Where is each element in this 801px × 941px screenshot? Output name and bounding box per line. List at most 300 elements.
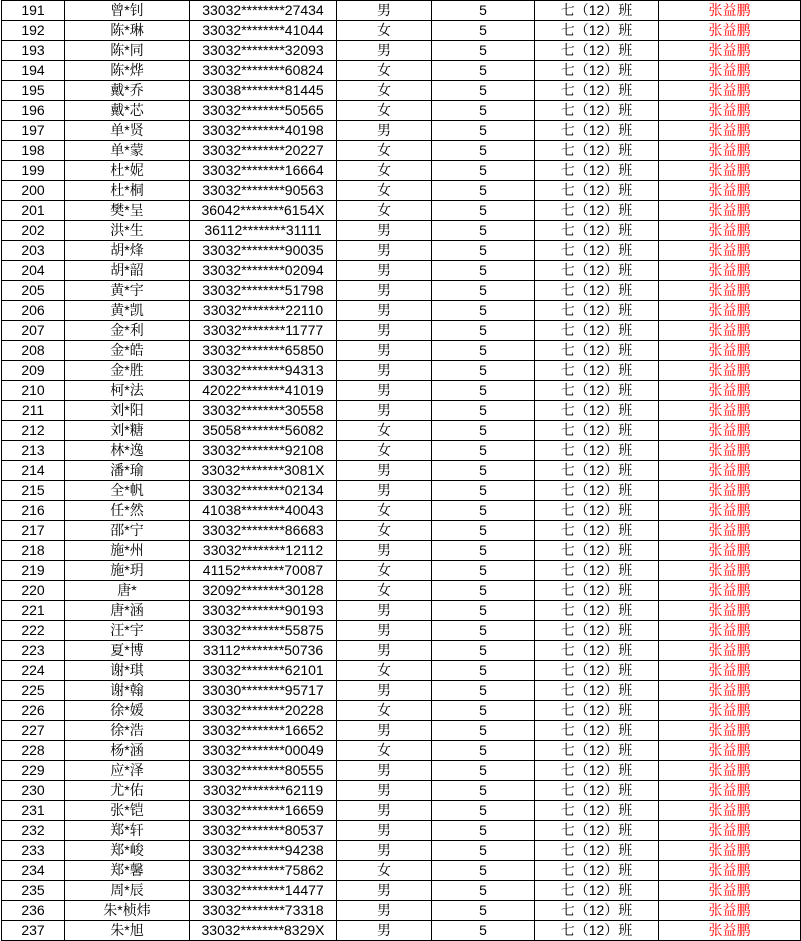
grade-cell: 5 (432, 21, 535, 41)
grade-cell: 5 (432, 121, 535, 141)
id-number-cell: 33032********51798 (190, 281, 337, 301)
table-row (2, 781, 801, 801)
student-name-cell: 谢*翰 (65, 681, 190, 701)
student-name-cell: 金*利 (65, 321, 190, 341)
teacher-name-cell: 张益鹏 (659, 881, 801, 901)
row-number-cell: 193 (2, 41, 65, 61)
table-row (2, 521, 801, 541)
grade-cell: 5 (432, 821, 535, 841)
id-number-cell: 42022********41019 (190, 381, 337, 401)
id-number-cell: 33032********20228 (190, 701, 337, 721)
table-row (2, 881, 801, 901)
table-row (2, 581, 801, 601)
row-number-cell: 234 (2, 861, 65, 881)
gender-cell: 女 (337, 441, 432, 461)
table-row (2, 261, 801, 281)
row-number-cell: 221 (2, 601, 65, 621)
grade-cell: 5 (432, 221, 535, 241)
table-row (2, 41, 801, 61)
id-number-cell: 33032********80537 (190, 821, 337, 841)
row-number-cell: 202 (2, 221, 65, 241)
class-name-cell: 七（12）班 (535, 101, 659, 121)
student-name-cell: 徐*媛 (65, 701, 190, 721)
id-number-cell: 33032********94313 (190, 361, 337, 381)
grade-cell: 5 (432, 521, 535, 541)
class-name-cell: 七（12）班 (535, 21, 659, 41)
grade-cell: 5 (432, 661, 535, 681)
gender-cell: 男 (337, 761, 432, 781)
grade-cell: 5 (432, 641, 535, 661)
id-number-cell: 35058********56082 (190, 421, 337, 441)
row-number-cell: 236 (2, 901, 65, 921)
class-name-cell: 七（12）班 (535, 681, 659, 701)
grade-cell: 5 (432, 61, 535, 81)
id-number-cell: 41038********40043 (190, 501, 337, 521)
row-number-cell: 205 (2, 281, 65, 301)
id-number-cell: 33032********80555 (190, 761, 337, 781)
gender-cell: 女 (337, 141, 432, 161)
teacher-name-cell: 张益鹏 (659, 301, 801, 321)
gender-cell: 男 (337, 721, 432, 741)
row-number-cell: 231 (2, 801, 65, 821)
grade-cell: 5 (432, 421, 535, 441)
row-number-cell: 209 (2, 361, 65, 381)
table-row (2, 301, 801, 321)
grade-cell: 5 (432, 541, 535, 561)
id-number-cell: 33032********12112 (190, 541, 337, 561)
table-row (2, 21, 801, 41)
class-name-cell: 七（12）班 (535, 421, 659, 441)
id-number-cell: 33032********60824 (190, 61, 337, 81)
gender-cell: 女 (337, 21, 432, 41)
table-row (2, 381, 801, 401)
class-name-cell: 七（12）班 (535, 441, 659, 461)
gender-cell: 男 (337, 381, 432, 401)
teacher-name-cell: 张益鹏 (659, 341, 801, 361)
student-name-cell: 樊*呈 (65, 201, 190, 221)
class-name-cell: 七（12）班 (535, 661, 659, 681)
table-row (2, 761, 801, 781)
table-row (2, 181, 801, 201)
grade-cell: 5 (432, 161, 535, 181)
grade-cell: 5 (432, 601, 535, 621)
teacher-name-cell: 张益鹏 (659, 361, 801, 381)
id-number-cell: 32092********30128 (190, 581, 337, 601)
gender-cell: 男 (337, 221, 432, 241)
class-name-cell: 七（12）班 (535, 861, 659, 881)
class-name-cell: 七（12）班 (535, 721, 659, 741)
teacher-name-cell: 张益鹏 (659, 641, 801, 661)
student-name-cell: 郑*峻 (65, 841, 190, 861)
row-number-cell: 204 (2, 261, 65, 281)
class-name-cell: 七（12）班 (535, 621, 659, 641)
student-name-cell: 杜*妮 (65, 161, 190, 181)
teacher-name-cell: 张益鹏 (659, 121, 801, 141)
row-number-cell: 227 (2, 721, 65, 741)
gender-cell: 男 (337, 281, 432, 301)
student-name-cell: 朱*旭 (65, 921, 190, 941)
row-number-cell: 228 (2, 741, 65, 761)
id-number-cell: 33038********81445 (190, 81, 337, 101)
gender-cell: 女 (337, 421, 432, 441)
class-name-cell: 七（12）班 (535, 561, 659, 581)
gender-cell: 男 (337, 881, 432, 901)
grade-cell: 5 (432, 461, 535, 481)
teacher-name-cell: 张益鹏 (659, 441, 801, 461)
grade-cell: 5 (432, 921, 535, 941)
student-name-cell: 朱*桢炜 (65, 901, 190, 921)
student-name-cell: 单*蒙 (65, 141, 190, 161)
id-number-cell: 33032********62101 (190, 661, 337, 681)
id-number-cell: 33032********16652 (190, 721, 337, 741)
id-number-cell: 33032********62119 (190, 781, 337, 801)
gender-cell: 男 (337, 481, 432, 501)
gender-cell: 男 (337, 621, 432, 641)
teacher-name-cell: 张益鹏 (659, 321, 801, 341)
teacher-name-cell: 张益鹏 (659, 661, 801, 681)
table-row (2, 61, 801, 81)
student-name-cell: 胡*韶 (65, 261, 190, 281)
id-number-cell: 33030********95717 (190, 681, 337, 701)
row-number-cell: 200 (2, 181, 65, 201)
row-number-cell: 197 (2, 121, 65, 141)
student-name-cell: 全*帆 (65, 481, 190, 501)
row-number-cell: 217 (2, 521, 65, 541)
table-row (2, 621, 801, 641)
student-name-cell: 张*铠 (65, 801, 190, 821)
grade-cell: 5 (432, 381, 535, 401)
gender-cell: 男 (337, 541, 432, 561)
id-number-cell: 33032********86683 (190, 521, 337, 541)
grade-cell: 5 (432, 321, 535, 341)
teacher-name-cell: 张益鹏 (659, 101, 801, 121)
student-name-cell: 柯*法 (65, 381, 190, 401)
grade-cell: 5 (432, 561, 535, 581)
table-row (2, 1, 801, 21)
class-name-cell: 七（12）班 (535, 541, 659, 561)
teacher-name-cell: 张益鹏 (659, 561, 801, 581)
table-row (2, 241, 801, 261)
row-number-cell: 233 (2, 841, 65, 861)
student-name-cell: 金*胜 (65, 361, 190, 381)
id-number-cell: 33032********14477 (190, 881, 337, 901)
id-number-cell: 36112********31111 (190, 221, 337, 241)
table-row (2, 461, 801, 481)
row-number-cell: 216 (2, 501, 65, 521)
class-name-cell: 七（12）班 (535, 821, 659, 841)
row-number-cell: 195 (2, 81, 65, 101)
class-name-cell: 七（12）班 (535, 81, 659, 101)
id-number-cell: 33032********16659 (190, 801, 337, 821)
gender-cell: 女 (337, 161, 432, 181)
class-name-cell: 七（12）班 (535, 1, 659, 21)
grade-cell: 5 (432, 861, 535, 881)
table-row (2, 401, 801, 421)
table-row (2, 661, 801, 681)
teacher-name-cell: 张益鹏 (659, 921, 801, 941)
student-name-cell: 刘*糖 (65, 421, 190, 441)
gender-cell: 男 (337, 821, 432, 841)
table-row (2, 681, 801, 701)
id-number-cell: 33032********27434 (190, 1, 337, 21)
student-name-cell: 洪*生 (65, 221, 190, 241)
id-number-cell: 33032********20227 (190, 141, 337, 161)
student-name-cell: 唐* (65, 581, 190, 601)
table-row (2, 421, 801, 441)
row-number-cell: 235 (2, 881, 65, 901)
gender-cell: 女 (337, 101, 432, 121)
gender-cell: 男 (337, 261, 432, 281)
id-number-cell: 33032********90193 (190, 601, 337, 621)
id-number-cell: 33032********00049 (190, 741, 337, 761)
teacher-name-cell: 张益鹏 (659, 381, 801, 401)
gender-cell: 男 (337, 321, 432, 341)
table-row (2, 281, 801, 301)
student-name-cell: 邵*宁 (65, 521, 190, 541)
row-number-cell: 210 (2, 381, 65, 401)
gender-cell: 男 (337, 901, 432, 921)
gender-cell: 女 (337, 521, 432, 541)
row-number-cell: 213 (2, 441, 65, 461)
class-name-cell: 七（12）班 (535, 221, 659, 241)
student-roster-table (1, 0, 801, 941)
table-row (2, 341, 801, 361)
teacher-name-cell: 张益鹏 (659, 841, 801, 861)
teacher-name-cell: 张益鹏 (659, 541, 801, 561)
grade-cell: 5 (432, 261, 535, 281)
student-table-body (2, 1, 801, 941)
class-name-cell: 七（12）班 (535, 341, 659, 361)
student-name-cell: 周*辰 (65, 881, 190, 901)
table-row (2, 221, 801, 241)
id-number-cell: 33032********90563 (190, 181, 337, 201)
id-number-cell: 33032********16664 (190, 161, 337, 181)
teacher-name-cell: 张益鹏 (659, 161, 801, 181)
table-row (2, 361, 801, 381)
id-number-cell: 33032********3081X (190, 461, 337, 481)
table-row (2, 801, 801, 821)
gender-cell: 男 (337, 801, 432, 821)
table-row (2, 821, 801, 841)
teacher-name-cell: 张益鹏 (659, 901, 801, 921)
grade-cell: 5 (432, 1, 535, 21)
teacher-name-cell: 张益鹏 (659, 761, 801, 781)
student-name-cell: 夏*博 (65, 641, 190, 661)
id-number-cell: 33112********50736 (190, 641, 337, 661)
row-number-cell: 201 (2, 201, 65, 221)
id-number-cell: 33032********65850 (190, 341, 337, 361)
grade-cell: 5 (432, 781, 535, 801)
table-row (2, 81, 801, 101)
gender-cell: 男 (337, 921, 432, 941)
teacher-name-cell: 张益鹏 (659, 181, 801, 201)
student-name-cell: 谢*琪 (65, 661, 190, 681)
student-name-cell: 应*泽 (65, 761, 190, 781)
gender-cell: 女 (337, 201, 432, 221)
student-name-cell: 尤*佑 (65, 781, 190, 801)
gender-cell: 男 (337, 301, 432, 321)
student-name-cell: 施*玥 (65, 561, 190, 581)
id-number-cell: 33032********92108 (190, 441, 337, 461)
gender-cell: 男 (337, 601, 432, 621)
row-number-cell: 208 (2, 341, 65, 361)
teacher-name-cell: 张益鹏 (659, 521, 801, 541)
class-name-cell: 七（12）班 (535, 201, 659, 221)
id-number-cell: 33032********94238 (190, 841, 337, 861)
student-name-cell: 唐*涵 (65, 601, 190, 621)
teacher-name-cell: 张益鹏 (659, 821, 801, 841)
id-number-cell: 33032********40198 (190, 121, 337, 141)
teacher-name-cell: 张益鹏 (659, 221, 801, 241)
class-name-cell: 七（12）班 (535, 381, 659, 401)
table-row (2, 101, 801, 121)
class-name-cell: 七（12）班 (535, 61, 659, 81)
class-name-cell: 七（12）班 (535, 481, 659, 501)
student-name-cell: 施*州 (65, 541, 190, 561)
row-number-cell: 214 (2, 461, 65, 481)
gender-cell: 女 (337, 181, 432, 201)
table-row (2, 121, 801, 141)
row-number-cell: 206 (2, 301, 65, 321)
class-name-cell: 七（12）班 (535, 121, 659, 141)
row-number-cell: 226 (2, 701, 65, 721)
gender-cell: 女 (337, 561, 432, 581)
class-name-cell: 七（12）班 (535, 881, 659, 901)
row-number-cell: 225 (2, 681, 65, 701)
gender-cell: 男 (337, 341, 432, 361)
student-name-cell: 杨*涵 (65, 741, 190, 761)
row-number-cell: 211 (2, 401, 65, 421)
class-name-cell: 七（12）班 (535, 801, 659, 821)
table-row (2, 161, 801, 181)
table-row (2, 321, 801, 341)
row-number-cell: 194 (2, 61, 65, 81)
row-number-cell: 222 (2, 621, 65, 641)
student-name-cell: 徐*浩 (65, 721, 190, 741)
row-number-cell: 220 (2, 581, 65, 601)
table-row (2, 601, 801, 621)
teacher-name-cell: 张益鹏 (659, 201, 801, 221)
teacher-name-cell: 张益鹏 (659, 501, 801, 521)
row-number-cell: 212 (2, 421, 65, 441)
class-name-cell: 七（12）班 (535, 741, 659, 761)
grade-cell: 5 (432, 201, 535, 221)
table-row (2, 721, 801, 741)
id-number-cell: 33032********30558 (190, 401, 337, 421)
student-name-cell: 金*皓 (65, 341, 190, 361)
student-name-cell: 任*然 (65, 501, 190, 521)
class-name-cell: 七（12）班 (535, 321, 659, 341)
grade-cell: 5 (432, 901, 535, 921)
table-row (2, 141, 801, 161)
teacher-name-cell: 张益鹏 (659, 401, 801, 421)
teacher-name-cell: 张益鹏 (659, 241, 801, 261)
teacher-name-cell: 张益鹏 (659, 781, 801, 801)
row-number-cell: 224 (2, 661, 65, 681)
table-row (2, 481, 801, 501)
gender-cell: 男 (337, 781, 432, 801)
student-name-cell: 刘*阳 (65, 401, 190, 421)
teacher-name-cell: 张益鹏 (659, 461, 801, 481)
id-number-cell: 41152********70087 (190, 561, 337, 581)
student-name-cell: 黄*凯 (65, 301, 190, 321)
grade-cell: 5 (432, 501, 535, 521)
row-number-cell: 219 (2, 561, 65, 581)
row-number-cell: 237 (2, 921, 65, 941)
class-name-cell: 七（12）班 (535, 641, 659, 661)
class-name-cell: 七（12）班 (535, 781, 659, 801)
student-name-cell: 单*贤 (65, 121, 190, 141)
grade-cell: 5 (432, 841, 535, 861)
grade-cell: 5 (432, 681, 535, 701)
table-row (2, 641, 801, 661)
row-number-cell: 223 (2, 641, 65, 661)
teacher-name-cell: 张益鹏 (659, 281, 801, 301)
teacher-name-cell: 张益鹏 (659, 21, 801, 41)
class-name-cell: 七（12）班 (535, 261, 659, 281)
grade-cell: 5 (432, 741, 535, 761)
row-number-cell: 230 (2, 781, 65, 801)
class-name-cell: 七（12）班 (535, 281, 659, 301)
student-name-cell: 戴*芯 (65, 101, 190, 121)
id-number-cell: 33032********8329X (190, 921, 337, 941)
student-name-cell: 陈*琳 (65, 21, 190, 41)
table-row (2, 541, 801, 561)
gender-cell: 男 (337, 241, 432, 261)
gender-cell: 男 (337, 361, 432, 381)
grade-cell: 5 (432, 81, 535, 101)
gender-cell: 男 (337, 681, 432, 701)
id-number-cell: 33032********50565 (190, 101, 337, 121)
teacher-name-cell: 张益鹏 (659, 261, 801, 281)
id-number-cell: 33032********55875 (190, 621, 337, 641)
id-number-cell: 33032********75862 (190, 861, 337, 881)
grade-cell: 5 (432, 241, 535, 261)
gender-cell: 女 (337, 861, 432, 881)
row-number-cell: 218 (2, 541, 65, 561)
grade-cell: 5 (432, 181, 535, 201)
row-number-cell: 203 (2, 241, 65, 261)
table-row (2, 861, 801, 881)
teacher-name-cell: 张益鹏 (659, 801, 801, 821)
teacher-name-cell: 张益鹏 (659, 861, 801, 881)
class-name-cell: 七（12）班 (535, 301, 659, 321)
teacher-name-cell: 张益鹏 (659, 61, 801, 81)
table-row (2, 901, 801, 921)
student-name-cell: 胡*烽 (65, 241, 190, 261)
teacher-name-cell: 张益鹏 (659, 721, 801, 741)
gender-cell: 女 (337, 501, 432, 521)
class-name-cell: 七（12）班 (535, 841, 659, 861)
teacher-name-cell: 张益鹏 (659, 701, 801, 721)
gender-cell: 男 (337, 641, 432, 661)
table-row (2, 701, 801, 721)
class-name-cell: 七（12）班 (535, 601, 659, 621)
student-name-cell: 汪*宇 (65, 621, 190, 641)
grade-cell: 5 (432, 41, 535, 61)
row-number-cell: 207 (2, 321, 65, 341)
grade-cell: 5 (432, 401, 535, 421)
gender-cell: 男 (337, 41, 432, 61)
gender-cell: 女 (337, 701, 432, 721)
teacher-name-cell: 张益鹏 (659, 1, 801, 21)
teacher-name-cell: 张益鹏 (659, 141, 801, 161)
class-name-cell: 七（12）班 (535, 241, 659, 261)
gender-cell: 男 (337, 461, 432, 481)
id-number-cell: 33032********32093 (190, 41, 337, 61)
student-name-cell: 潘*瑜 (65, 461, 190, 481)
id-number-cell: 33032********73318 (190, 901, 337, 921)
